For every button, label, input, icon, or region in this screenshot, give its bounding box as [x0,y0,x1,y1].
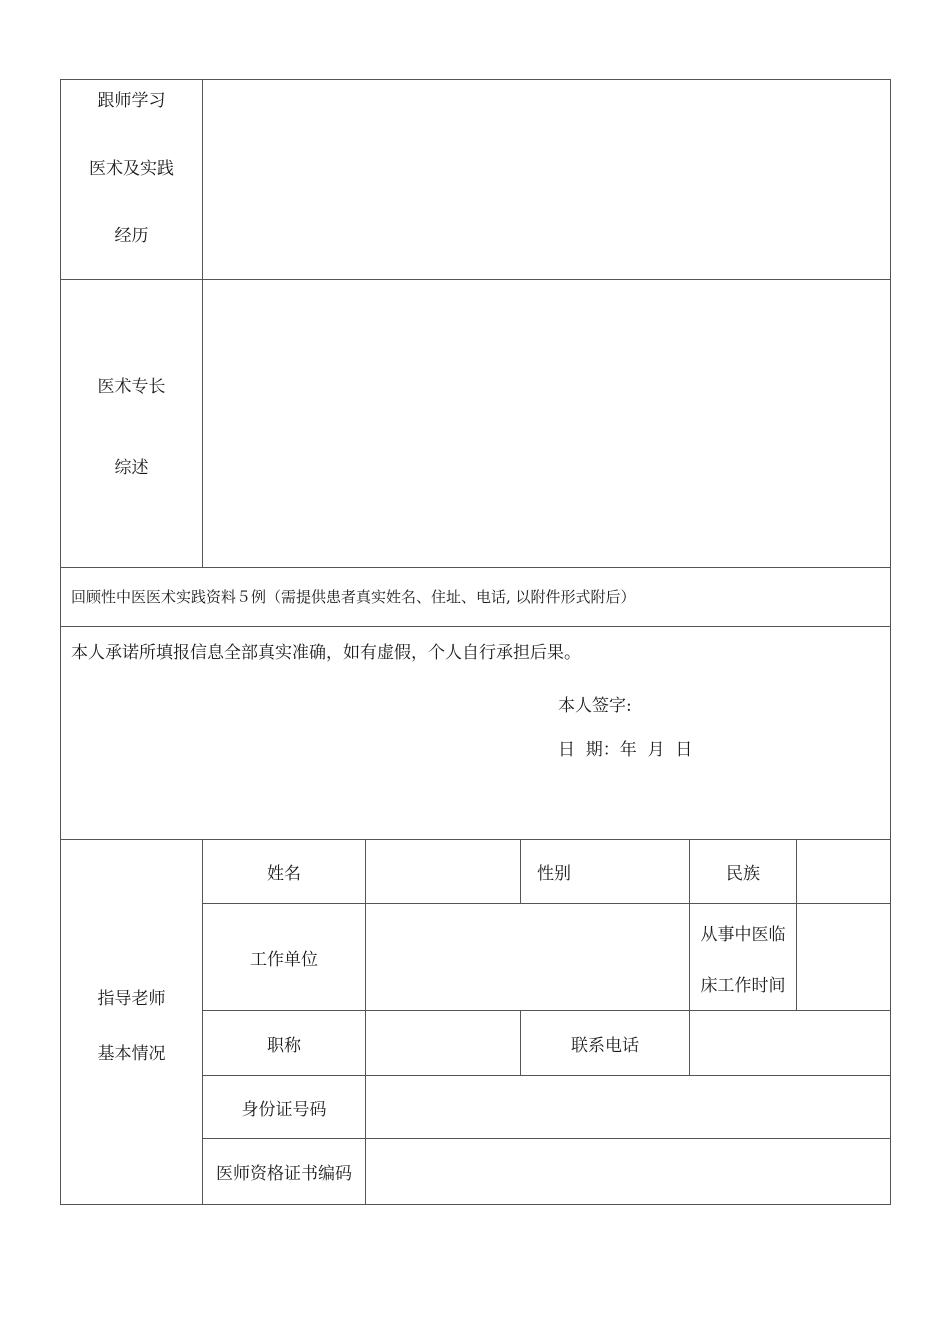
specialty-field[interactable] [203,280,890,567]
mentor-gender-label: 性别 [537,864,571,884]
experience-label-line3: 经历 [114,226,149,246]
mentor-tcm-time-line1: 从事中医临 [700,925,786,945]
mentor-name-field[interactable] [366,840,520,903]
experience-field[interactable] [203,80,890,279]
mentor-phone-label: 联系电话 [571,1035,639,1056]
experience-label-line2: 医术及实践 [89,158,174,179]
mentor-title-field[interactable] [366,1011,520,1075]
mentor-id-label: 身份证号码 [241,1099,327,1120]
pledge-text: 本人承诺所填报信息全部真实准确，如有虚假，个人自行承担后果。 [71,643,581,663]
date-label: 日 期：年 月 日 [558,740,693,760]
mentor-cert-label: 医师资格证书编码 [216,1164,352,1184]
border-right [890,79,891,1205]
specialty-label-line2: 综述 [114,458,149,478]
mentor-section-label-line1: 指导老师 [97,989,166,1009]
mentor-work-unit-field[interactable] [366,904,689,1010]
specialty-label [61,372,202,478]
mentor-work-unit-label: 工作单位 [250,949,318,970]
mentor-tcm-time-field[interactable] [797,904,890,1010]
experience-label-line1: 跟师学习 [97,91,166,111]
mentor-id-field[interactable] [366,1076,890,1138]
mentor-gender-field[interactable] [590,840,688,903]
mentor-section-label [61,984,202,1064]
mentor-cert-field[interactable] [366,1139,890,1204]
mentor-tcm-time-line2: 床工作时间 [700,976,786,996]
specialty-label-line1: 医术专长 [97,377,166,397]
mentor-name-label: 姓名 [267,864,301,884]
case-materials-note: 回顾性中医医术实践资料５例（需提供患者真实姓名、住址、电话, 以附件形式附后） [71,588,636,606]
mentor-ethnicity-field[interactable] [797,840,890,903]
mentor-tcm-time-label [690,920,796,996]
border-bottom [60,1204,891,1205]
experience-label [61,86,202,246]
mentor-section-label-line2: 基本情况 [97,1044,166,1064]
signature-label: 本人签字: [558,696,632,716]
divider-row3 [60,626,891,627]
divider-row2 [60,567,891,568]
mentor-ethnicity-label: 民族 [726,864,760,884]
mentor-phone-field[interactable] [690,1011,890,1075]
mentor-title-label: 职称 [267,1035,301,1056]
